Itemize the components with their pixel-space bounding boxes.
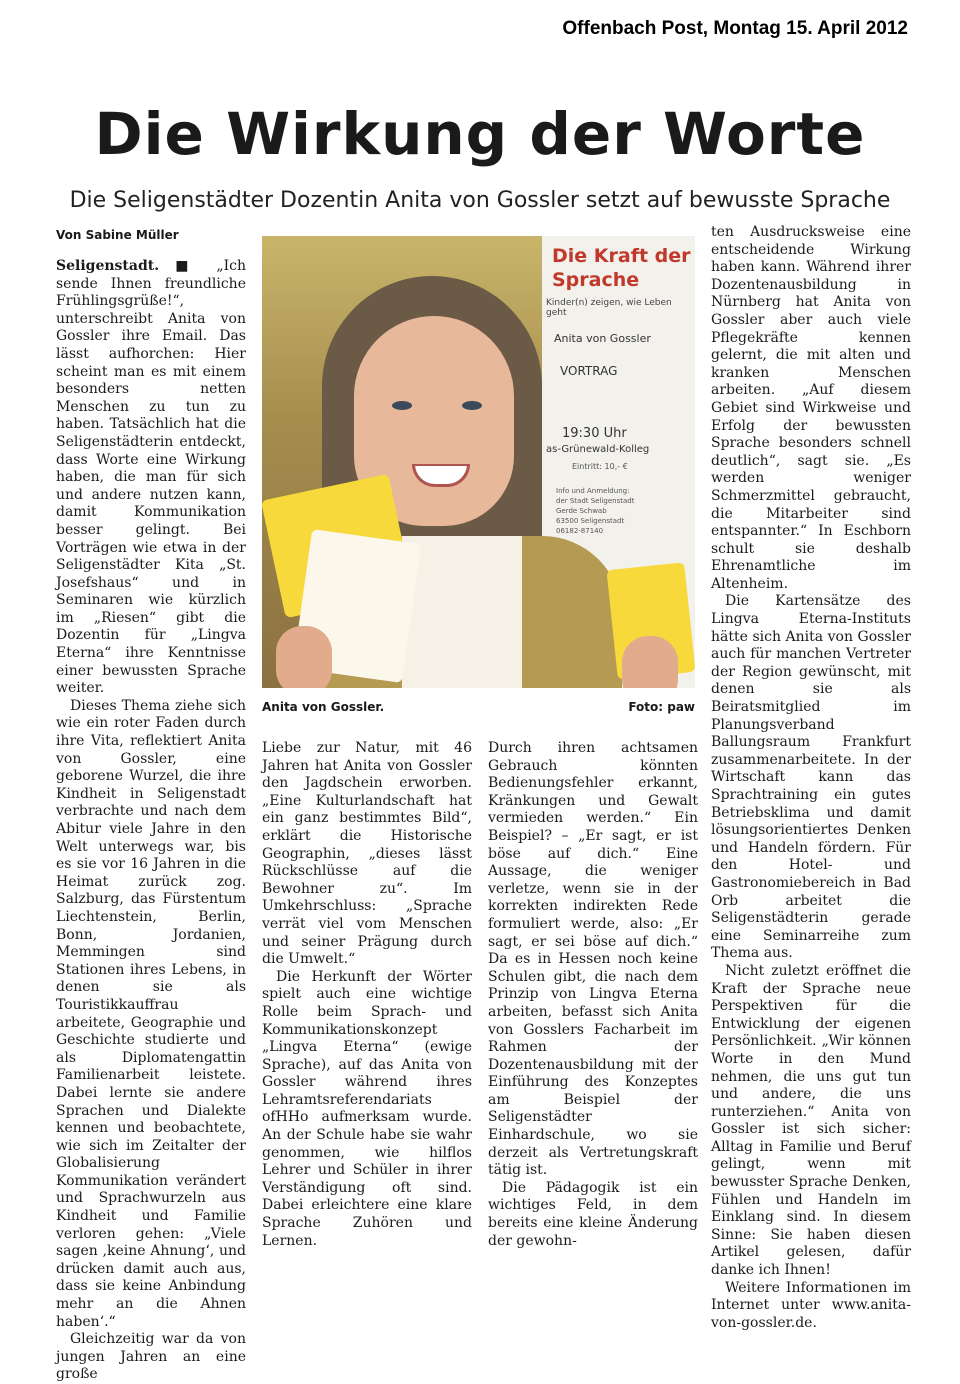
- paragraph: Seligenstadt. ■ „Ich sende Ihnen freundliche Frühlingsgrüße!“, unterschreibt Anita von Gossler ihre Email. Das lässt aufhorchen: Hier scheint man es mit einem besonders netten Menschen zu tun zu haben. Tatsächlich hat die Seligenstädterin entdeckt, dass Worte eine Wirkung haben, die man für sich und andere nutzen kann, damit Kommunikation besser gelingt. Bei Vorträgen wie etwa in der Seligenstädter Kita „St. Josefshaus“ und in Seminaren wie kürzlich im „Riesen“ gibt die Dozentin für „Lingva Eterna“ ihre Kenntnisse einer bewussten Sprache weiter.: [56, 258, 246, 697]
- portrait-hand: [622, 636, 678, 688]
- portrait-hand: [276, 626, 332, 688]
- masthead: Offenbach Post, Montag 15. April 2012: [562, 18, 908, 39]
- article-column-3: [488, 740, 698, 1250]
- headline: Die Wirkung der Worte: [94, 100, 866, 168]
- article-column-4: [711, 224, 911, 1332]
- paragraph: Liebe zur Natur, mit 46 Jahren hat Anita von Gossler den Jagdschein erworben. „Eine Kulturlandschaft hat ein ganz bestimmtes Bild“, erklärt die Historische Geographin, „dieses lässt Rückschlüsse auf die Bewohner zu“. Im Umkehrschluss: „Sprache verrät viel vom Menschen und seiner Prägung durch die Umwelt.“: [262, 740, 472, 968]
- dateline: Seligenstadt.: [56, 258, 160, 274]
- portrait-eye: [392, 401, 412, 410]
- article-photo: [262, 236, 695, 688]
- paragraph: ten Ausdrucksweise eine entscheidende Wirkung haben kann. Während ihrer Dozentenausbildung in Nürnberg hat Anita von Gossler aber auch viele Pflegekräfte kennen gelernt, die mit alten und kranken Menschen arbeiten. „Auf diesem Gebiet sind Wirkweise und Erfolg der bewussten Sprache besonders schnell deutlich“, sagt sie. „Es werden weniger Schmerzmittel gebraucht, die Mitarbeiter sind entspannter.“ In Eschborn schult sie deshalb Ehrenamtliche im Altenheim.: [711, 224, 911, 592]
- paragraph: Durch ihren achtsamen Gebrauch könnten Bedienungsfehler erkannt, Kränkungen und Gewalt vermieden werden.“ Ein Beispiel? – „Er sagt, er ist böse auf dich.“ Eine Aussage, die weniger verletze, wenn sie in der korrekten indirekten Rede formuliert werde, also: „Er sagt, er sei böse auf dich.“ Da es in Hessen noch keine Schulen gibt, die nach dem Prinzip von Lingva Eterna arbeiten, befasst sich Anita von Gosslers Facharbeit im Rahmen der Dozentenausbildung mit der Einführung des Konzeptes am Beispiel der Seligenstädter Einhardschule, wo sie derzeit als Vertretungskraft tätig ist.: [488, 740, 698, 1179]
- poster-event: VORTRAG: [560, 364, 618, 378]
- poster-name: Anita von Gossler: [554, 332, 651, 345]
- poster-fee: Eintritt: 10,- €: [572, 462, 628, 471]
- byline: Von Sabine Müller: [56, 228, 179, 242]
- article-column-2: [262, 740, 472, 1250]
- caption-text: Anita von Gossler.: [262, 700, 385, 714]
- poster-venue: as-Grünewald-Kolleg: [546, 444, 650, 455]
- paragraph: Weitere Informationen im Internet unter www.anita-von-gossler.de.: [711, 1279, 911, 1331]
- paragraph: Die Kartensätze des Lingva Eterna-Instituts hätte sich Anita von Gossler auch für manchen Vertreter der Region gewünscht, mit denen sie als Beiratsmitglied im Planungsverband Ballungsraum Frankfurt zusammenarbeitete. In der Wirtschaft kann das Sprachtraining ein gutes Betriebsklima und damit lösungsorientiertes Denken und Handeln fördern. Für den Hotel- und Gastronomiebereich in Bad Orb arbeitet die Seligenstädterin gerade eine Seminarreihe zum Thema aus.: [711, 593, 911, 962]
- paragraph: Nicht zuletzt eröffnet die Kraft der Sprache neue Perspektiven für die Entwicklung der eigenen Persönlichkeit. „Wir können Worte in den Mund nehmen, die uns gut tun und andere, die uns runterziehen.“ Anita von Gossler ist sich sicher: Alltag in Familie und Beruf gelingt, wenn mit bewusster Sprache Denken, Fühlen und Handeln im Einklang sind. In diesem Sinne: Sie haben diesen Artikel gelesen, dafür danke ich Ihnen!: [711, 962, 911, 1279]
- poster-address: Info und Anmeldung: der Stadt Seligenstadt Gerde Schwab 63500 Seligenstadt 06182-87140: [556, 487, 635, 535]
- photo-credit: Foto: paw: [628, 700, 695, 714]
- subheadline: Die Seligenstädter Dozentin Anita von Gossler setzt auf bewusste Sprache: [69, 188, 891, 213]
- paragraph: Die Pädagogik ist ein wichtiges Feld, in dem bereits eine kleine Änderung der gewohn-: [488, 1179, 698, 1249]
- poster-time: 19:30 Uhr: [562, 426, 627, 441]
- paragraph: Die Herkunft der Wörter spielt auch eine wichtige Rolle beim Sprach- und Kommunikationskonzept „Lingva Eterna“ (ewige Sprache), auf das Anita von Gossler während ihres Lehramtsreferendariats ofHHo aufmerksam wurde. An der Schule habe sie wahr genommen, wie hilflos Lehrer und Schüler in ihrer Verständigung oft sind. Dabei erleichtere eine klare Sprache Zuhören und Lernen.: [262, 968, 472, 1249]
- portrait-blouse: [402, 536, 522, 688]
- paragraph: Dieses Thema ziehe sich wie ein roter Faden durch ihre Vita, reflektiert Anita von Gossler, eine geborene Wurzel, die ihre Kindheit in Seligenstadt verbrachte und nach dem Abitur viele Jahre in den Welt unterwegs war, bis es sie vor 16 Jahren in die Heimat zurück zog. Salzburg, das Fürstentum Liechtenstein, Berlin, Bonn, Jordanien, Memmingen sind Stationen ihres Lebens, in denen sie als Touristikkauffrau arbeitete, Geographie und Geschichte studierte und als Diplomatengattin Familienarbeit leistete. Dabei lernte sie andere Sprachen und Dialekte kennen und beobachtete, wie sich im Zeitalter der Globalisierung Kommunikation verändert und Sprachwurzeln aus Kindheit und Familie verloren gehen: „Viele sagen ‚keine Ahnung‘, und drücken damit auch aus, dass sie keine Anbindung mehr an die Ahnen haben‘.“: [56, 697, 246, 1330]
- article-column-1: [56, 258, 246, 1384]
- portrait-eye: [462, 401, 482, 410]
- paragraph: Gleichzeitig war da von jungen Jahren an eine große: [56, 1331, 246, 1383]
- poster-title: Die Kraft der Sprache: [552, 245, 691, 291]
- poster-subtitle: Kinder(n) zeigen, wie Leben geht: [546, 298, 672, 318]
